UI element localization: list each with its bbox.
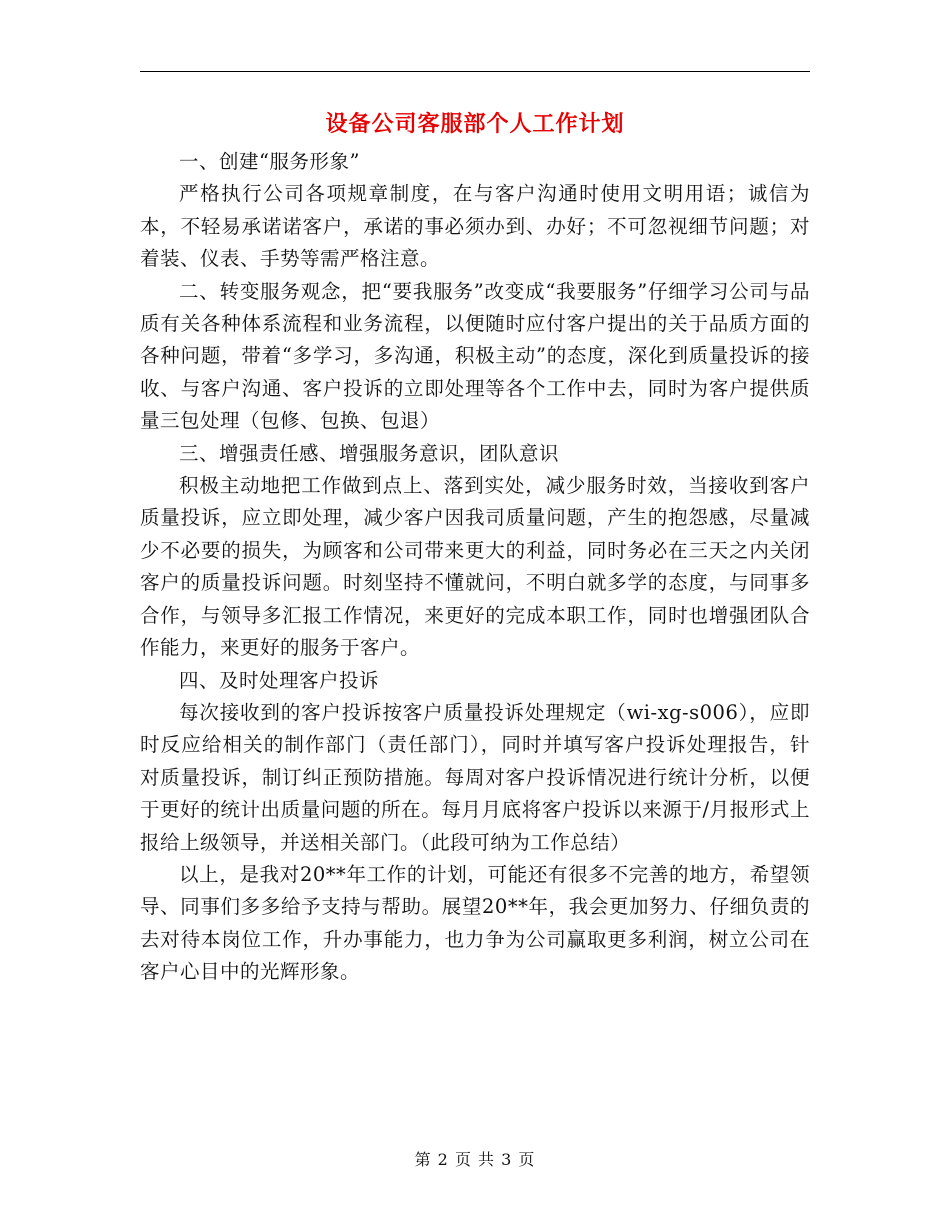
section-heading-2-paragraph: 二、转变服务观念，把“要我服务”改变成“我要服务”仔细学习公司与品质有关各种体系流程和业务流程，以便随时应付客户提出的关于品质方面的各种问题，带着“多学习，多沟通，积极主动”的态度，深化到质量投诉的接收、与客户沟通、客户投诉的立即处理等各个工作中去，同时为客户提供质量三包处理（包修、包换、包退） [140, 279, 810, 433]
paragraph: 积极主动地把工作做到点上、落到实处，减少服务时效，当接收到客户质量投诉，应立即处理，减少客户因我司质量问题，产生的抱怨感，尽量减少不必要的损失，为顾客和公司带来更大的利益，同时务必在三天之内关闭客户的质量投诉问题。时刻坚持不懂就问，不明白就多学的态度，与同事多合作，与领导多汇报工作情况，来更好的完成本职工作，同时也增强团队合作能力，来更好的服务于客户。 [140, 474, 810, 660]
paragraph: 每次接收到的客户投诉按客户质量投诉处理规定（wi-xg-s006），应即时反应给相关的制作部门（责任部门），同时并填写客户投诉处理报告，针对质量投诉，制订纠正预防措施。每周对客户投诉情况进行统计分析，以便于更好的统计出质量问题的所在。每月月底将客户投诉以来源于/月报形式上报给上级领导，并送相关部门。（此段可纳为工作总结） [140, 700, 810, 854]
section-heading-4: 四、及时处理客户投诉 [179, 668, 380, 692]
closing-paragraph: 以上，是我对20**年工作的计划，可能还有很多不完善的地方，希望领导、同事们多多给予支持与帮助。展望20**年，我会更加努力、仔细负责的去对待本岗位工作，升办事能力，也力争为公司赢取更多利润，树立公司在客户心目中的光辉形象。 [140, 862, 810, 984]
header-rule [140, 71, 810, 72]
paragraph: 严格执行公司各项规章制度，在与客户沟通时使用文明用语；诚信为本，不轻易承诺诺客户，承诺的事必须办到、办好；不可忽视细节问题；对着装、仪表、手势等需严格注意。 [140, 182, 810, 271]
section-heading-3: 三、增强责任感、增强服务意识，团队意识 [179, 441, 560, 465]
document-body [140, 146, 810, 989]
document-title: 设备公司客服部个人工作计划 [325, 112, 625, 137]
page-number: 第 2 页 共 3 页 [414, 1150, 536, 1169]
section-heading-1: 一、创建“服务形象” [179, 150, 360, 173]
